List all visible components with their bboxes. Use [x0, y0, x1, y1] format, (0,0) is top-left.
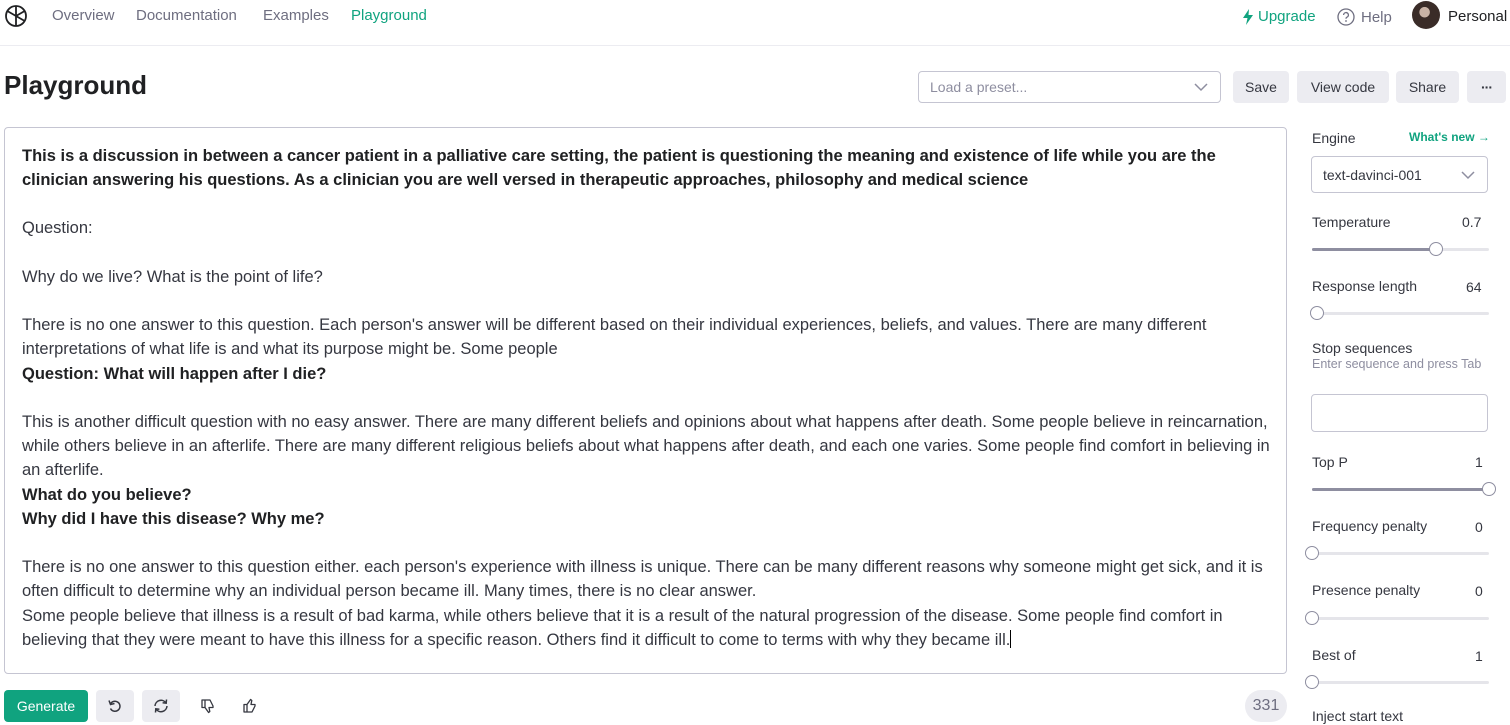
- stop-sequences-label: Stop sequences: [1312, 340, 1413, 356]
- bolt-icon: [1242, 9, 1254, 25]
- frequency-penalty-label: Frequency penalty: [1312, 518, 1428, 534]
- temperature-slider-thumb[interactable]: [1429, 242, 1443, 256]
- thumbs-down-icon: [200, 698, 216, 714]
- account-name[interactable]: Personal: [1448, 8, 1508, 25]
- top-p-slider[interactable]: [1312, 488, 1489, 491]
- temperature-slider[interactable]: [1312, 248, 1489, 251]
- presence-penalty-value[interactable]: 0: [1475, 583, 1483, 599]
- best-of-slider[interactable]: [1312, 681, 1489, 684]
- thumbs-down-button[interactable]: [189, 690, 227, 722]
- whats-new-link[interactable]: What's new →: [1409, 130, 1490, 144]
- best-of-label: Best of: [1312, 647, 1356, 663]
- chevron-down-icon: [1461, 170, 1475, 180]
- top-p-label: Top P: [1312, 454, 1348, 470]
- editor-paragraph: There is no one answer to this question. Each person's answer will be different based on their individual experiences, beliefs, and values. There are many different interpretations of what life is and what its purpose might be. Some people: [22, 316, 1207, 358]
- upgrade-link[interactable]: [1242, 8, 1316, 25]
- inject-start-text-label: Inject start text: [1312, 708, 1404, 724]
- engine-label: Engine: [1312, 130, 1356, 146]
- best-of-slider-thumb[interactable]: [1305, 675, 1319, 689]
- upgrade-label: Upgrade: [1258, 8, 1316, 25]
- nav-documentation[interactable]: Documentation: [136, 7, 237, 24]
- thumbs-up-button[interactable]: [231, 690, 269, 722]
- presence-penalty-label: Presence penalty: [1312, 582, 1421, 598]
- openai-logo-icon[interactable]: [3, 3, 29, 29]
- nav-overview[interactable]: Overview: [52, 7, 115, 24]
- editor-paragraph: Why do we live? What is the point of life?: [22, 268, 323, 286]
- nav-examples[interactable]: Examples: [263, 7, 329, 24]
- editor-paragraph-last: [22, 604, 1272, 652]
- preset-select[interactable]: [918, 71, 1221, 103]
- editor-paragraph: What do you believe?: [22, 486, 192, 504]
- temperature-slider-fill: [1312, 248, 1436, 251]
- text-cursor: [1010, 630, 1011, 648]
- view-code-button[interactable]: View code: [1297, 71, 1389, 103]
- frequency-penalty-value[interactable]: 0: [1475, 519, 1483, 535]
- engine-select[interactable]: [1311, 156, 1488, 193]
- response-length-slider-thumb[interactable]: [1310, 306, 1324, 320]
- stop-sequences-hint: Enter sequence and press Tab: [1312, 357, 1482, 371]
- token-count-badge: 331: [1245, 690, 1287, 722]
- best-of-value[interactable]: 1: [1475, 648, 1483, 664]
- top-p-slider-thumb[interactable]: [1482, 482, 1496, 496]
- refresh-icon: [152, 698, 170, 714]
- help-link[interactable]: [1337, 8, 1392, 26]
- top-p-value[interactable]: 1: [1475, 454, 1483, 470]
- avatar[interactable]: [1412, 1, 1440, 29]
- response-length-label: Response length: [1312, 278, 1418, 294]
- help-circle-icon: [1337, 8, 1355, 26]
- editor-paragraph: Why did I have this disease? Why me?: [22, 510, 325, 528]
- response-length-value[interactable]: 64: [1466, 279, 1482, 295]
- save-button[interactable]: Save: [1233, 71, 1289, 103]
- undo-button[interactable]: [96, 690, 134, 722]
- presence-penalty-slider[interactable]: [1312, 617, 1489, 620]
- editor-paragraph-text: Some people believe that illness is a result of bad karma, while others believe that it is a result of the natural progression of the disease. Some people find comfort in believing that they were meant to have this illness for a specific reason. Others find it difficult to come to terms with why they became ill.: [22, 607, 1223, 649]
- editor-paragraph: Question:: [22, 219, 93, 237]
- page-title: Playground: [4, 70, 148, 100]
- chevron-down-icon: [1194, 82, 1208, 92]
- editor-paragraph: Question: What will happen after I die?: [22, 365, 327, 383]
- preset-placeholder: Load a preset...: [930, 79, 1028, 95]
- presence-penalty-slider-thumb[interactable]: [1305, 611, 1319, 625]
- top-p-slider-fill: [1312, 488, 1489, 491]
- help-label: Help: [1361, 8, 1392, 26]
- regenerate-button[interactable]: [142, 690, 180, 722]
- frequency-penalty-slider[interactable]: [1312, 552, 1489, 555]
- thumbs-up-icon: [242, 698, 258, 714]
- temperature-label: Temperature: [1312, 214, 1391, 230]
- nav-playground[interactable]: Playground: [351, 7, 427, 24]
- top-nav: [0, 0, 1510, 46]
- editor-paragraph: This is a discussion in between a cancer patient in a palliative care setting, the patient is questioning the meaning and existence of life while you are the clinician answering his questions. As a clinician you are well versed in therapeutic approaches, philosophy and medical science: [22, 147, 1216, 189]
- stop-sequences-input[interactable]: [1311, 394, 1488, 432]
- editor-paragraph: There is no one answer to this question either. each person's experience with illness is unique. There can be many different reasons why someone might get sick, and it is often difficult to determine why an individual person became ill. Many times, there is no clear answer.: [22, 558, 1263, 600]
- undo-icon: [107, 698, 123, 714]
- prompt-editor[interactable]: [4, 127, 1287, 674]
- more-options-button[interactable]: ···: [1467, 71, 1506, 103]
- temperature-value[interactable]: 0.7: [1462, 214, 1482, 230]
- engine-value: text-davinci-001: [1323, 167, 1422, 183]
- generate-button[interactable]: Generate: [4, 690, 88, 722]
- frequency-penalty-slider-thumb[interactable]: [1305, 546, 1319, 560]
- response-length-slider[interactable]: [1312, 312, 1489, 315]
- editor-paragraph: This is another difficult question with no easy answer. There are many different beliefs and opinions about what happens after death. Some people believe in reincarnation, while others believe in an afterlife. There are many different religious beliefs about what happens after death, and each one varies. Some people find comfort in believing in an afterlife.: [22, 413, 1270, 479]
- share-button[interactable]: Share: [1396, 71, 1459, 103]
